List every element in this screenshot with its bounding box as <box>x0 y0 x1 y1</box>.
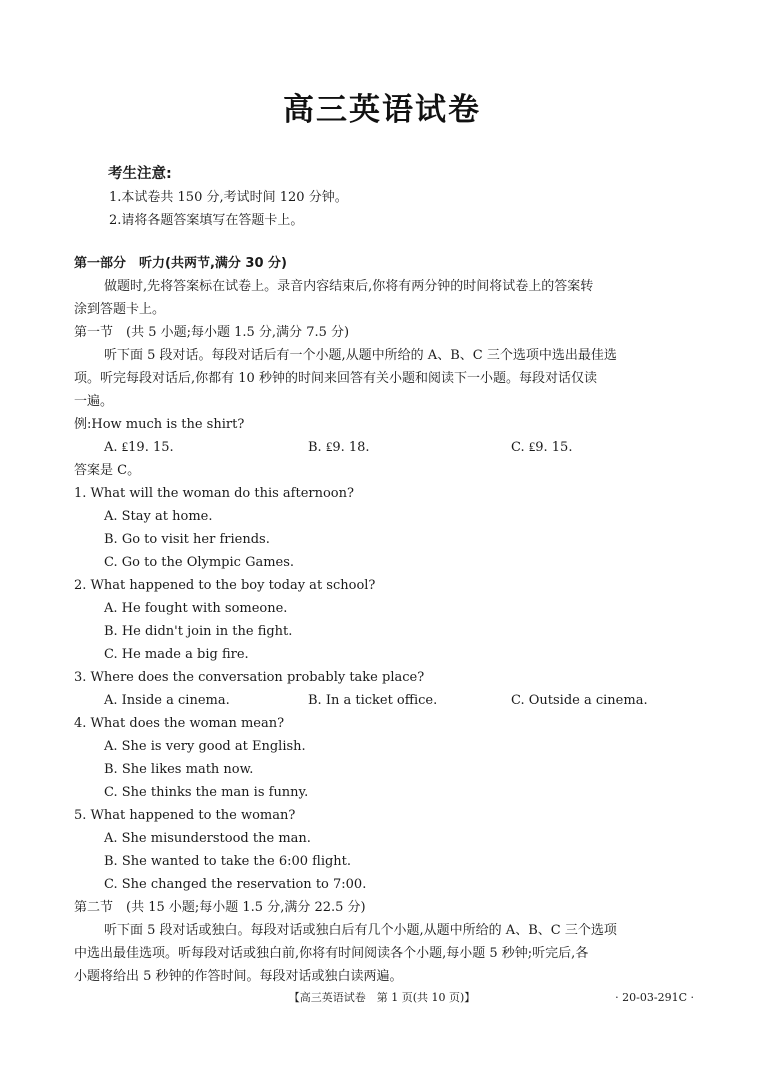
option-b: B. She likes math now. <box>104 762 254 777</box>
footer-page-info: 【高三英语试卷 第 1 页(共 10 页)】 <box>288 991 476 1004</box>
question-5: 5. What happened to the woman? <box>74 808 296 823</box>
footer-code: · 20-03-291C · <box>615 991 694 1004</box>
option-c: C. Go to the Olympic Games. <box>104 555 295 570</box>
example-question: 例:How much is the shirt? <box>74 417 245 432</box>
question-1: 1. What will the woman do this afternoon? <box>74 486 354 501</box>
option-c: C. ₤9. 15. <box>511 440 573 455</box>
question-2: 2. What happened to the boy today at school? <box>74 578 376 593</box>
section1-instruction: 一遍。 <box>74 394 114 409</box>
example-options <box>74 436 694 459</box>
notice-heading: 考生注意: <box>108 166 172 182</box>
section2-instruction: 小题将给出 5 秒钟的作答时间。每段对话或独白读两遍。 <box>74 969 403 984</box>
option-a: A. ₤19. 15. <box>104 440 174 455</box>
page-footer <box>0 988 764 1008</box>
option-a: A. Inside a cinema. <box>104 693 230 708</box>
option-c: C. She thinks the man is funny. <box>104 785 309 800</box>
option-b: B. Go to visit her friends. <box>104 532 270 547</box>
option-a: A. He fought with someone. <box>104 601 288 616</box>
part1-intro: 做题时,先将答案标在试卷上。录音内容结束后,你将有两分钟的时间将试卷上的答案转 <box>104 279 594 294</box>
section2-instruction: 中选出最佳选项。听每段对话或独白前,你将有时间阅读各个小题,每小题 5 秒钟;听完后,各 <box>74 946 589 961</box>
option-a: A. She misunderstood the man. <box>104 831 311 846</box>
part1-intro: 涂到答题卡上。 <box>74 302 166 317</box>
option-b: B. She wanted to take the 6:00 flight. <box>104 854 352 869</box>
notice-block <box>108 162 668 232</box>
example-answer: 答案是 C。 <box>74 463 141 478</box>
option-c: C. Outside a cinema. <box>511 693 648 708</box>
option-b: B. He didn't join in the fight. <box>104 624 293 639</box>
option-c: C. He made a big fire. <box>104 647 249 662</box>
section2-heading: 第二节 (共 15 小题;每小题 1.5 分,满分 22.5 分) <box>74 900 366 915</box>
question-4: 4. What does the woman mean? <box>74 716 285 731</box>
question-3: 3. Where does the conversation probably take place? <box>74 670 425 685</box>
option-a: A. Stay at home. <box>104 509 213 524</box>
option-a: A. She is very good at English. <box>104 739 306 754</box>
part1-heading: 第一部分 听力(共两节,满分 30 分) <box>74 256 287 271</box>
notice-item: 2.请将各题答案填写在答题卡上。 <box>109 213 304 228</box>
section1-heading: 第一节 (共 5 小题;每小题 1.5 分,满分 7.5 分) <box>74 325 350 340</box>
question-3-options <box>74 689 694 712</box>
option-b: B. In a ticket office. <box>308 693 438 708</box>
option-c: C. She changed the reservation to 7:00. <box>104 877 367 892</box>
section1-instruction: 项。听完每段对话后,你都有 10 秒钟的时间来回答有关小题和阅读下一小题。每段对话仅读 <box>74 371 597 386</box>
section1-instruction: 听下面 5 段对话。每段对话后有一个小题,从题中所给的 A、B、C 三个选项中选出最佳选 <box>104 348 617 363</box>
exam-body <box>74 252 694 988</box>
notice-item: 1.本试卷共 150 分,考试时间 120 分钟。 <box>109 190 348 205</box>
section2-instruction: 听下面 5 段对话或独白。每段对话或独白后有几个小题,从题中所给的 A、B、C 三个选项 <box>104 923 617 938</box>
page-title: 高三英语试卷 <box>283 92 481 128</box>
option-b: B. ₤9. 18. <box>308 440 370 455</box>
